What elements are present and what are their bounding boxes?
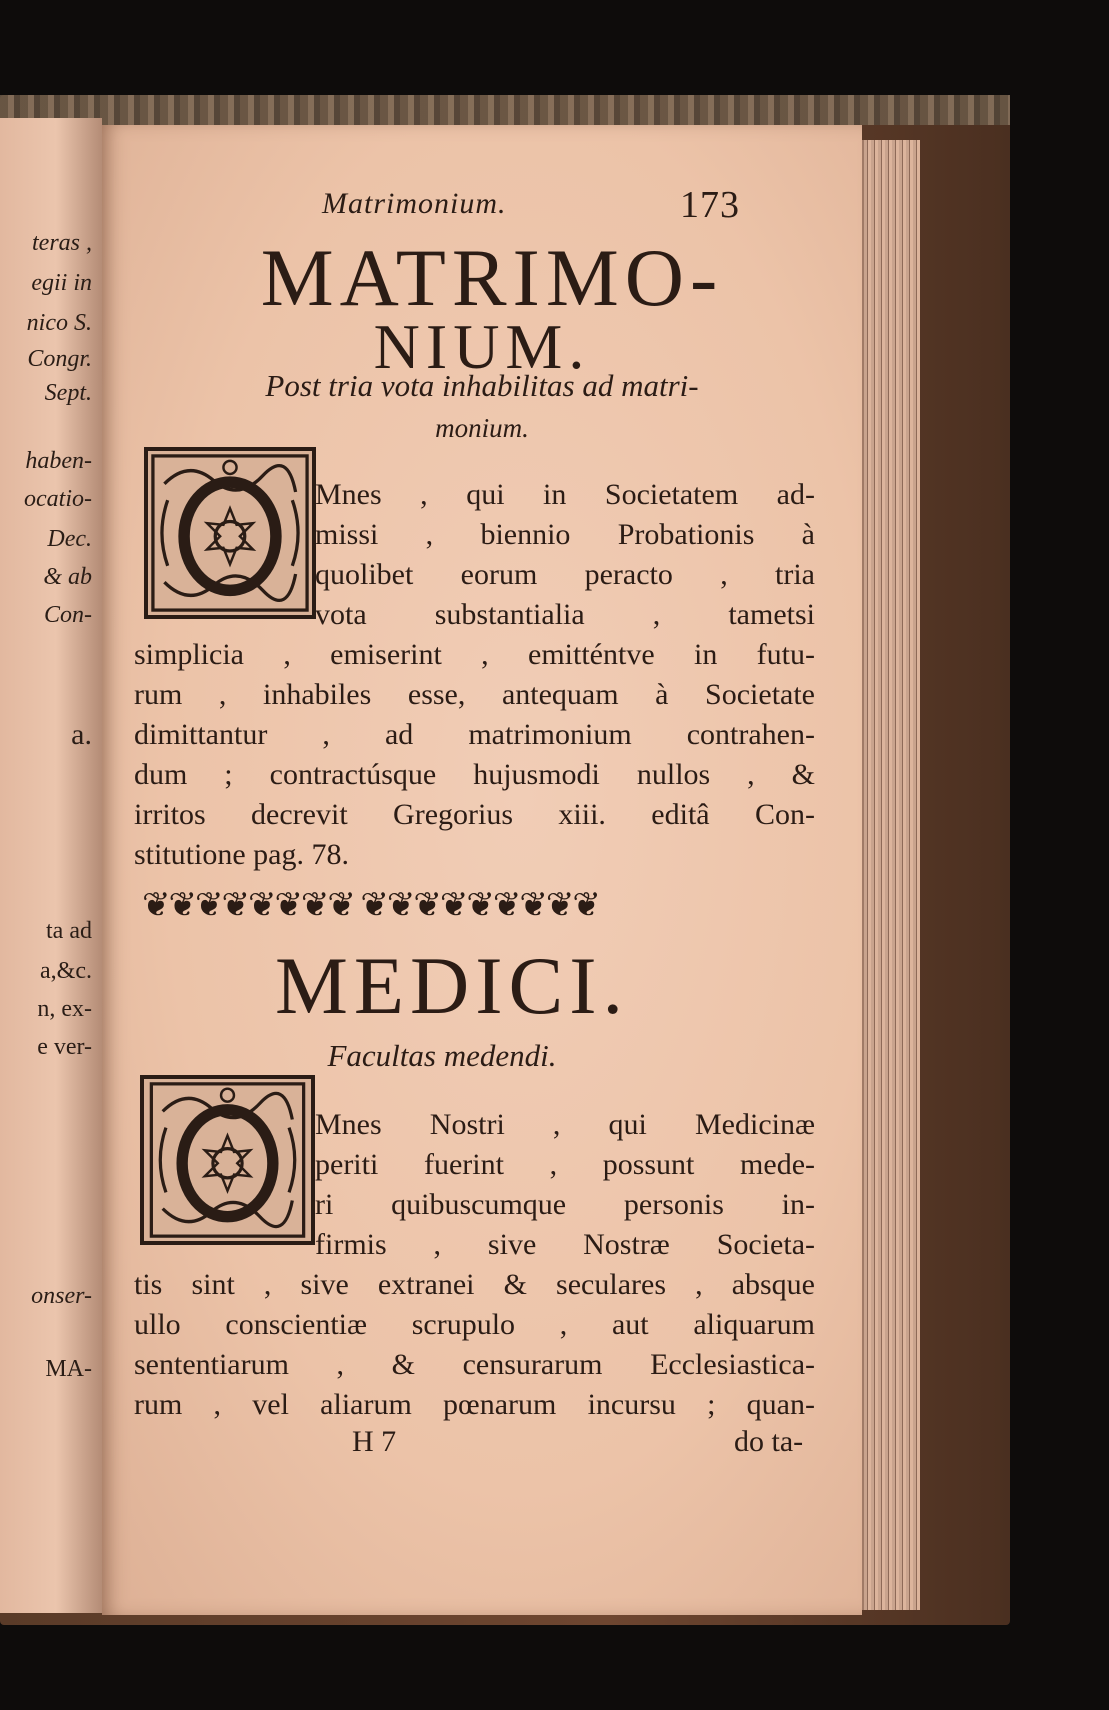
left-fragment: ta ad xyxy=(46,918,92,944)
text-line: ri quibuscumque personis in- xyxy=(315,1188,815,1221)
text-line: Mnes , qui in Societatem ad- xyxy=(315,478,815,511)
text-line: rum , vel aliarum pœnarum incursu ; quan- xyxy=(134,1388,815,1421)
left-fragment: nico S. xyxy=(26,310,92,336)
text-line: simplicia , emiserint , emitténtve in futu- xyxy=(134,638,815,671)
dropcap-o-icon xyxy=(140,1075,315,1245)
left-fragment: & ab xyxy=(43,564,92,590)
paragraph-medici-top xyxy=(315,1105,815,1265)
text-line: dimittantur , ad matrimonium contrahen- xyxy=(134,718,815,751)
text-line: Mnes Nostri , qui Medicinæ xyxy=(315,1108,815,1141)
left-page xyxy=(0,118,102,1613)
left-fragment: Sept. xyxy=(44,380,92,406)
paragraph-medici-bottom xyxy=(134,1265,815,1425)
left-fragment: Con- xyxy=(44,602,92,628)
left-fragment: e ver- xyxy=(37,1034,92,1060)
subtitle-matrimonium-line1: Post tria vota inhabilitas ad matri- xyxy=(265,368,699,403)
heading-matrimonium-line2: NIUM. xyxy=(373,311,591,382)
right-page xyxy=(102,125,862,1615)
catchword: do ta- xyxy=(734,1425,804,1458)
paragraph-matrimonium-top xyxy=(315,475,815,635)
ornament-divider: ❦❦❦❦❦❦❦❦ ❦❦❦❦❦❦❦❦❦ xyxy=(142,887,599,924)
left-fragment: a,&c. xyxy=(40,958,92,984)
left-fragment: MA- xyxy=(45,1356,92,1382)
left-fragment: Dec. xyxy=(47,526,92,552)
text-line: rum , inhabiles esse, antequam à Societate xyxy=(134,678,815,711)
page-number: 173 xyxy=(680,184,740,226)
page-edges xyxy=(862,140,920,1610)
text-line: periti fuerint , possunt mede- xyxy=(315,1148,815,1181)
text-line: missi , biennio Probationis à xyxy=(315,518,815,551)
left-fragment: teras , xyxy=(32,230,92,256)
left-fragment: onser- xyxy=(31,1283,92,1309)
heading-medici: MEDICI. xyxy=(274,940,630,1031)
subtitle-matrimonium-line2: monium. xyxy=(435,413,529,443)
text-line: tis sint , sive extranei & seculares , absque xyxy=(134,1268,815,1301)
left-fragment: a. xyxy=(71,718,92,751)
text-line: ullo conscientiæ scrupulo , aut aliquarum xyxy=(134,1308,815,1341)
heading-matrimonium-line1: MATRIMO- xyxy=(260,232,724,323)
left-fragment: Congr. xyxy=(27,346,92,372)
text-line: dum ; contractúsque hujusmodi nullos , & xyxy=(134,758,815,791)
left-fragment: n, ex- xyxy=(37,996,92,1022)
text-line: stitutione pag. 78. xyxy=(134,838,349,871)
subtitle-medici: Facultas medendi. xyxy=(327,1038,557,1073)
dropcap-o-icon xyxy=(144,447,316,619)
left-fragment: haben- xyxy=(25,448,92,474)
paragraph-matrimonium-bottom xyxy=(134,635,815,875)
headband xyxy=(0,95,1010,125)
left-fragment: egii in xyxy=(31,270,92,296)
text-line: vota substantialia , tametsi xyxy=(315,598,815,631)
text-line: quolibet eorum peracto , tria xyxy=(315,558,815,591)
left-fragment: ocatio- xyxy=(24,486,92,512)
running-title: Matrimonium. xyxy=(322,187,507,220)
text-line: firmis , sive Nostræ Societa- xyxy=(315,1228,815,1261)
signature-mark: H 7 xyxy=(352,1425,397,1458)
text-line: sententiarum , & censurarum Ecclesiastica- xyxy=(134,1348,815,1381)
text-line: irritos decrevit Gregorius xiii. editâ Con- xyxy=(134,798,815,831)
